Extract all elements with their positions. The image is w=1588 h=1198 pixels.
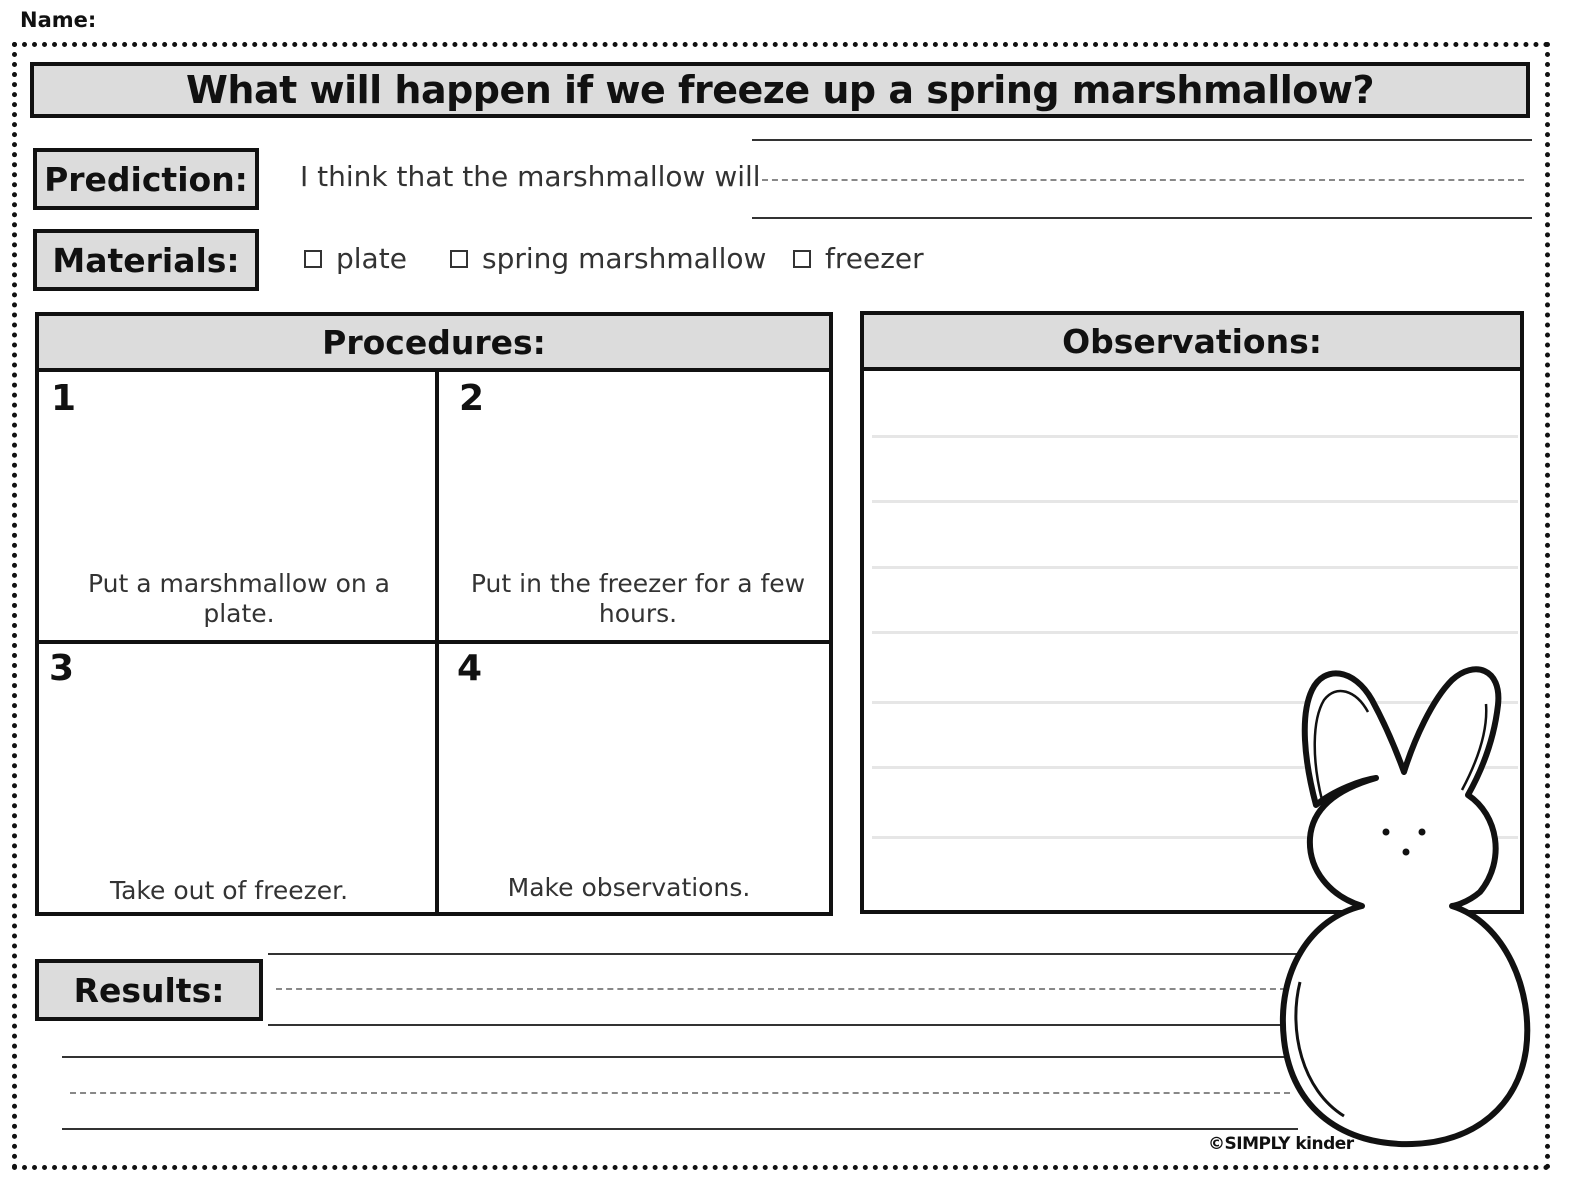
results-mid-line	[276, 988, 1286, 990]
results-top-line	[268, 953, 1298, 955]
results-line-2-bottom[interactable]	[62, 1128, 1298, 1130]
checkbox-spring-marshmallow[interactable]	[450, 250, 468, 268]
procedures-header: Procedures:	[39, 316, 829, 372]
observation-line	[872, 435, 1518, 438]
prediction-mid-line	[762, 179, 1524, 181]
procedures-horizontal-divider	[39, 640, 829, 644]
prediction-answer-line[interactable]	[752, 217, 1532, 219]
results-label: Results:	[35, 959, 263, 1021]
marshmallow-bunny-icon	[1272, 660, 1542, 1150]
material-freezer-label: freezer	[825, 242, 924, 275]
prediction-sentence-starter: I think that the marshmallow will	[300, 160, 761, 193]
results-answer-line[interactable]	[268, 1024, 1298, 1026]
results-line-2-mid	[70, 1092, 1290, 1094]
results-line-2-top	[62, 1056, 1298, 1058]
step-2-number: 2	[459, 378, 485, 419]
material-spring-marshmallow-label: spring marshmallow	[482, 242, 767, 275]
step-3-text: Take out of freezer.	[109, 876, 349, 905]
material-plate[interactable]	[304, 242, 407, 275]
copyright-text: ©SIMPLY kinder	[1208, 1134, 1354, 1154]
procedures-panel	[35, 312, 833, 916]
observations-header: Observations:	[864, 315, 1520, 371]
checkbox-freezer[interactable]	[793, 250, 811, 268]
step-4-number: 4	[457, 648, 483, 689]
step-1-text: Put a marshmallow on a plate.	[88, 569, 390, 628]
checkbox-plate[interactable]	[304, 250, 322, 268]
step-1-number: 1	[51, 378, 77, 419]
material-freezer[interactable]	[793, 242, 924, 275]
worksheet-title: What will happen if we freeze up a spring marshmallow?	[30, 62, 1530, 118]
observation-line	[872, 631, 1518, 634]
step-2-text: Put in the freezer for a few hours.	[470, 569, 806, 628]
observation-line	[872, 500, 1518, 503]
material-spring-marshmallow[interactable]	[450, 242, 766, 275]
prediction-top-line	[752, 139, 1532, 141]
material-plate-label: plate	[336, 242, 407, 275]
observation-line	[872, 566, 1518, 569]
step-3-number: 3	[49, 648, 75, 689]
step-4-text: Make observations.	[507, 873, 751, 902]
materials-label: Materials:	[33, 229, 259, 291]
prediction-label: Prediction:	[33, 148, 259, 210]
name-label: Name:	[20, 8, 97, 32]
